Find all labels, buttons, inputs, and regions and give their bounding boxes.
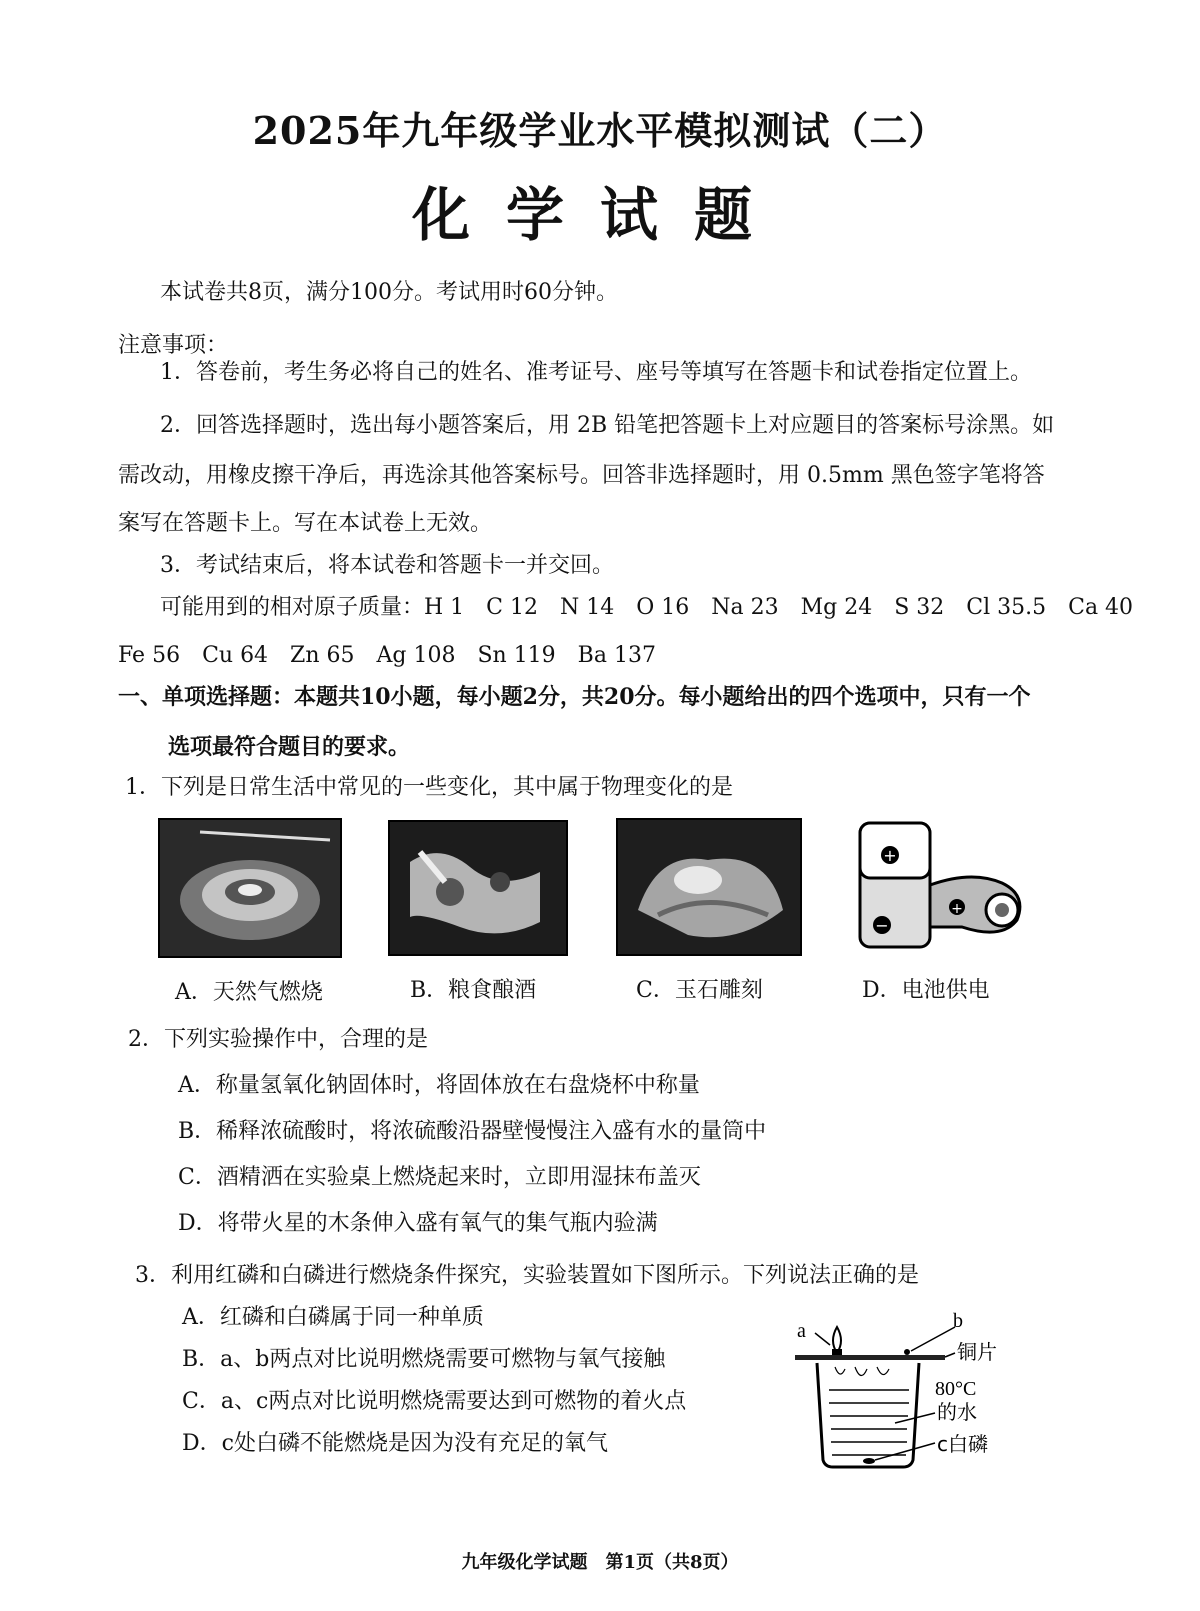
q1-photo-brewing: [388, 820, 568, 956]
note-2-line1: 2．回答选择题时，选出每小题答案后，用 2B 铅笔把答题卡上对应题目的答案标号涂黑。如: [160, 413, 1055, 438]
q1-battery-illustration: [852, 815, 1032, 955]
note-1: 1．答卷前，考生务必将自己的姓名、准考证号、座号等填写在答题卡和试卷指定位置上。: [160, 360, 1033, 385]
q2-option-a: A．称量氢氧化钠固体时，将固体放在右盘烧杯中称量: [178, 1073, 700, 1098]
q1-stem: 1．下列是日常生活中常见的一些变化，其中属于物理变化的是: [125, 775, 733, 800]
q3-stem: 3．利用红磷和白磷进行燃烧条件探究，实验装置如下图所示。下列说法正确的是: [135, 1263, 919, 1288]
note-2-line3: 案写在答题卡上。写在本试卷上无效。: [118, 511, 493, 536]
q2-option-b: B．稀释浓硫酸时，将浓硫酸沿器壁慢慢注入盛有水的量筒中: [178, 1119, 767, 1144]
battery-sign-negative: −: [875, 916, 889, 935]
label-water: 的水: [937, 1400, 977, 1424]
q3-option-b: B．a、b两点对比说明燃烧需要可燃物与氧气接触: [182, 1347, 666, 1372]
q1-photo-gas-burning: [158, 818, 342, 958]
page-footer: 九年级化学试题 第1页（共8页）: [461, 1552, 739, 1573]
note-3: 3．考试结束后，将本试卷和答题卡一并交回。: [160, 553, 614, 578]
q2-option-c: C．酒精洒在实验桌上燃烧起来时，立即用湿抹布盖灭: [178, 1165, 701, 1190]
atomic-masses-line2: Fe 56 Cu 64 Zn 65 Ag 108 Sn 119 Ba 137: [118, 643, 656, 668]
battery-sign-positive-top: +: [883, 846, 897, 865]
label-temperature: 80°C: [935, 1378, 977, 1400]
notes-heading: 注意事项：: [118, 333, 229, 358]
q3-option-a: A．红磷和白磷属于同一种单质: [182, 1305, 484, 1330]
copper-sheet: [795, 1355, 945, 1360]
q3-option-c: C．a、c两点对比说明燃烧需要达到可燃物的着火点: [182, 1389, 687, 1414]
label-b: b: [953, 1310, 963, 1332]
label-copper-sheet: 铜片: [957, 1340, 997, 1364]
label-a: a: [797, 1320, 806, 1342]
exam-title: 2025年九年级学业水平模拟测试（二）: [252, 108, 948, 153]
q2-stem: 2．下列实验操作中，合理的是: [128, 1027, 428, 1052]
q1-option-a: A．天然气燃烧: [175, 980, 323, 1005]
section-1-heading-cont: 选项最符合题目的要求。: [168, 734, 411, 760]
q3-option-d: D．c处白磷不能燃烧是因为没有充足的氧气: [182, 1431, 608, 1456]
subject-title: 化学试题: [411, 181, 788, 249]
q1-option-c: C．玉石雕刻: [636, 978, 763, 1003]
q1-option-b: B．粮食酿酒: [410, 978, 537, 1003]
q2-option-d: D．将带火星的木条伸入盛有氧气的集气瓶内验满: [178, 1211, 658, 1236]
battery-sign-positive-side: +: [951, 901, 963, 917]
atomic-masses-line1: 可能用到的相对原子质量：H 1 C 12 N 14 O 16 Na 23 Mg 24 S 32 Cl 35.5 Ca 40: [160, 595, 1134, 620]
exam-intro: 本试卷共8页，满分100分。考试用时60分钟。: [160, 280, 618, 305]
section-1-heading: 一、单项选择题：本题共10小题，每小题2分，共20分。每小题给出的四个选项中，只有一个: [118, 684, 1031, 710]
label-white-phosphorus: c白磷: [937, 1432, 988, 1456]
note-2-line2: 需改动，用橡皮擦干净后，再选涂其他答案标号。回答非选择题时，用 0.5mm 黑色签字笔将答: [118, 463, 1045, 488]
q1-option-d: D．电池供电: [862, 978, 990, 1003]
q1-photo-jade-carving: [616, 818, 802, 956]
q3-combustion-apparatus: [785, 1305, 1015, 1475]
